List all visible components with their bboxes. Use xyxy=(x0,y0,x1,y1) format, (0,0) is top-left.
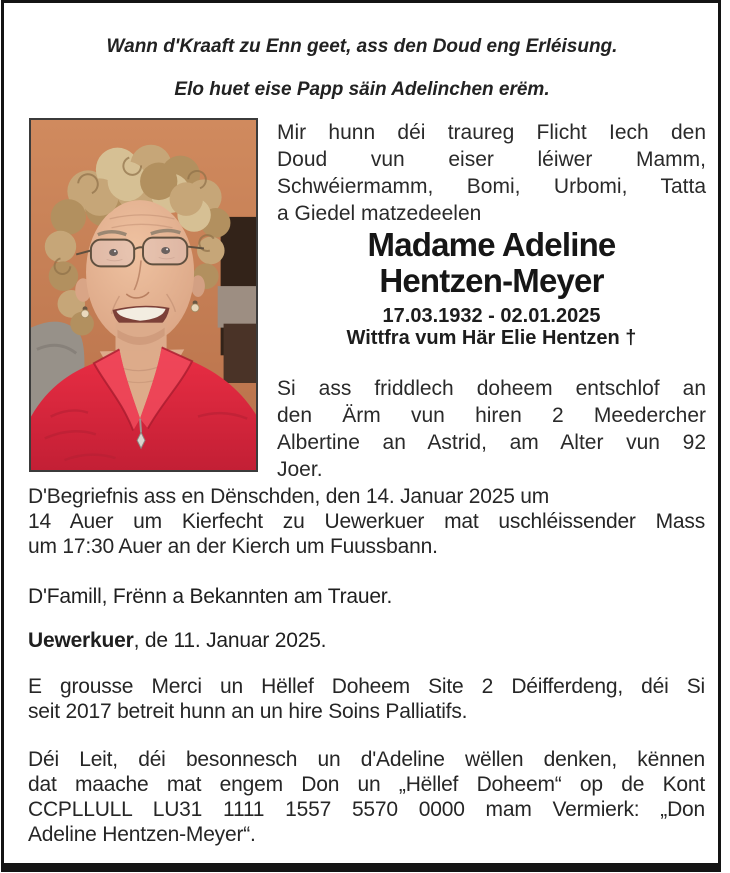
text-line: den Ärm vun hiren 2 Meedercher xyxy=(277,404,706,427)
text-line: Si ass friddlech doheem entschlof an xyxy=(277,377,706,400)
text-line: CCPLLULL LU31 1111 1557 5570 0000 mam Vermierk: „Don xyxy=(28,798,705,821)
text-line: a Giedel matzedeelen xyxy=(277,202,482,225)
intro-paragraph xyxy=(277,119,706,227)
right-column xyxy=(277,119,706,483)
text-line: E grousse Merci un Hëllef Doheem Site 2 Déifferdeng, déi Si xyxy=(28,675,705,698)
dateline xyxy=(28,628,705,653)
funeral-paragraph xyxy=(28,484,705,559)
donation-paragraph xyxy=(28,747,705,847)
deceased-name-line-1: Madame Adeline xyxy=(367,226,616,263)
quote-line-1: Wann d'Kraaft zu Enn geet, ass den Doud eng Erléisung. xyxy=(106,36,618,57)
text-line: D'Begriefnis ass en Dënschden, den 14. Januar 2025 um xyxy=(28,485,550,508)
text-line: 14 Auer um Kierfecht zu Uewerkuer mat uschléissender Mass xyxy=(28,510,705,533)
dateline-date: , de 11. Januar 2025. xyxy=(133,629,327,652)
portrait-illustration xyxy=(31,120,256,470)
deceased-name-line-2: Hentzen-Meyer xyxy=(379,262,604,299)
thanks-paragraph xyxy=(28,674,705,724)
dateline-place: Uewerkuer xyxy=(28,629,134,652)
portrait-photo xyxy=(29,118,258,472)
bottom-section xyxy=(28,484,705,847)
text-line: dat maache mat engem Don un „Hëllef Doheem“ op de Kont xyxy=(28,773,705,796)
text-line: seit 2017 betreit hunn an un hire Soins Palliatifs. xyxy=(28,700,468,723)
birth-death-dates: 17.03.1932 - 02.01.2025 xyxy=(382,305,601,327)
death-paragraph xyxy=(277,375,706,483)
text-line: Adeline Hentzen-Meyer“. xyxy=(28,823,256,846)
text-line: Mir hunn déi traureg Flicht Iech den xyxy=(277,121,706,144)
text-line: Albertine an Astrid, am Alter vun 92 xyxy=(277,431,706,454)
mourning-line: D'Famill, Frënn a Bekannten am Trauer. xyxy=(28,585,393,608)
text-line: Doud vun eiser léiwer Mamm, xyxy=(277,148,706,171)
text-line: um 17:30 Auer an der Kierch um Fuussbann. xyxy=(28,535,438,558)
text-line: Schwéiermamm, Bomi, Urbomi, Tatta xyxy=(277,175,706,198)
text-line: Déi Leit, déi besonnesch un d'Adeline wëllen denken, kënnen xyxy=(28,748,705,771)
widow-line: Wittfra vum Här Elie Hentzen † xyxy=(346,327,637,349)
text-line: Joer. xyxy=(277,458,323,481)
quote-line-2: Elo huet eise Papp säin Adelinchen erëm. xyxy=(174,79,550,100)
